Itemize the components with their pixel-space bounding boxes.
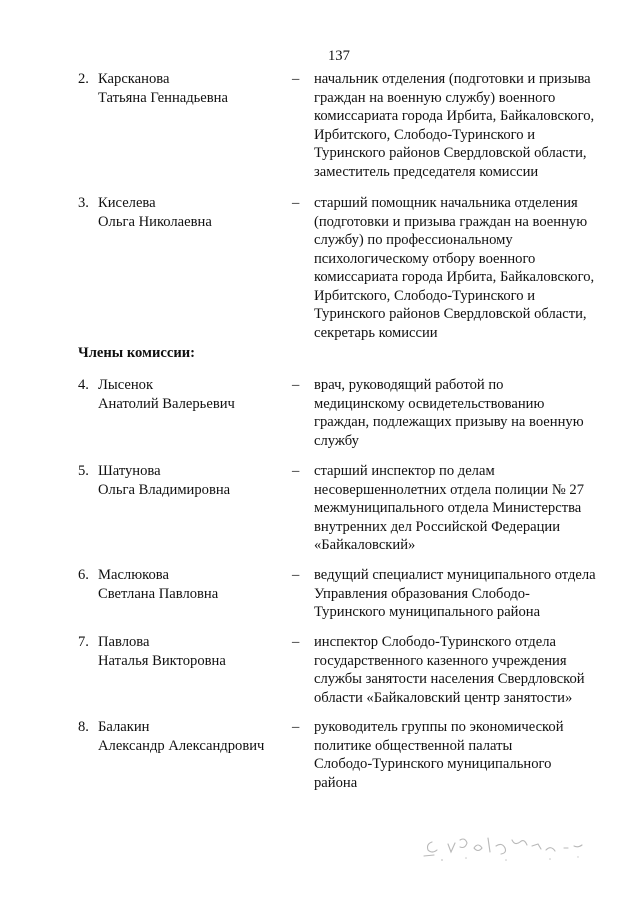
member-surname: Павлова [98,634,150,650]
member-given-names: Ольга Владимировна [98,481,231,498]
position-line: службу) по профессиональному [314,232,513,248]
member-name [98,194,288,231]
entry-number: 6. [78,567,89,583]
position-line: (подготовки и призыва граждан на военную [314,213,588,230]
separator-dash: – [292,634,300,650]
member-name [98,70,288,107]
position-line: ведущий специалист муниципального отдела [314,567,596,583]
member-surname: Карсканова [98,71,170,87]
position-line: Управления образования Слободо- [314,585,530,602]
member-given-names: Анатолий Валерьевич [98,395,235,412]
position-line: граждан, подлежащих призыву на военную [314,414,584,430]
member-position [314,70,614,181]
member-name [98,566,288,603]
position-line: «Байкаловский» [314,537,416,553]
member-position [314,633,614,707]
position-line: политике общественной палаты [314,737,513,754]
member-surname: Шатунова [98,463,161,479]
member-position [314,376,614,450]
separator-dash: – [292,71,300,87]
member-surname: Лысенок [98,377,154,393]
member-surname: Киселева [98,195,156,211]
member-name [98,633,288,670]
position-line: руководитель группы по экономической [314,719,564,735]
member-given-names: Александр Александрович [98,737,265,754]
position-line: граждан на военную службу) военного [314,89,556,106]
entry-number: 3. [78,195,89,211]
position-line: Слободо-Туринского муниципального [314,756,552,772]
separator-dash: – [292,567,300,583]
member-surname: Балакин [98,719,150,735]
entry-number: 7. [78,634,89,650]
member-given-names: Ольга Николаевна [98,213,212,230]
position-line: Туринского муниципального района [314,604,541,620]
position-line: Туринского районов Свердловской области, [314,306,587,322]
separator-dash: – [292,377,300,393]
position-line: Ирбитского, Слободо-Туринского и [314,287,536,304]
position-line: службу [314,432,359,449]
page-number: 137 [328,48,350,64]
position-line: Туринского районов Свердловской области, [314,145,587,161]
position-line: комиссариата города Ирбита, Байкаловского, [314,269,595,285]
entry-number: 5. [78,463,89,479]
separator-dash: – [292,195,300,211]
entry-number: 4. [78,377,89,393]
entry-number: 8. [78,719,89,735]
position-line: старший инспектор по делам [314,463,495,479]
member-given-names: Наталья Викторовна [98,652,226,669]
member-surname: Маслюкова [98,567,169,583]
position-line: области «Байкаловский центр занятости» [314,689,573,706]
position-line: комиссариата города Ирбита, Байкаловского, [314,108,595,124]
position-line: секретарь комиссии [314,324,438,341]
position-line: службы занятости населения Свердловской [314,671,585,687]
position-line: врач, руководящий работой по [314,377,504,393]
position-line: несовершеннолетних отдела полиции № 27 [314,481,584,498]
position-line: старший помощник начальника отделения [314,195,578,211]
member-position [314,462,614,555]
members-section-heading: Члены комиссии: [78,345,196,361]
position-line: психологическому отбору военного [314,250,536,267]
entry-number: 2. [78,71,89,87]
member-name [98,376,288,413]
position-line: внутренних дел Российской Федерации [314,518,561,535]
member-given-names: Татьяна Геннадьевна [98,89,228,106]
position-line: Ирбитского, Слободо-Туринского и [314,126,536,143]
member-given-names: Светлана Павловна [98,585,219,602]
member-position [314,566,614,622]
member-position [314,194,614,342]
position-line: начальник отделения (подготовки и призыва [314,71,591,87]
member-name [98,718,288,755]
position-line: района [314,774,358,791]
separator-dash: – [292,463,300,479]
position-line: медицинскому освидетельствованию [314,395,545,412]
position-line: государственного казенного учреждения [314,652,567,669]
position-line: межмуниципального отдела Министерства [314,500,582,516]
member-position [314,718,614,792]
position-line: заместитель председателя комиссии [314,163,539,180]
position-line: инспектор Слободо-Туринского отдела [314,634,556,650]
member-name [98,462,288,499]
faint-signature-mark [418,826,590,866]
separator-dash: – [292,719,300,735]
